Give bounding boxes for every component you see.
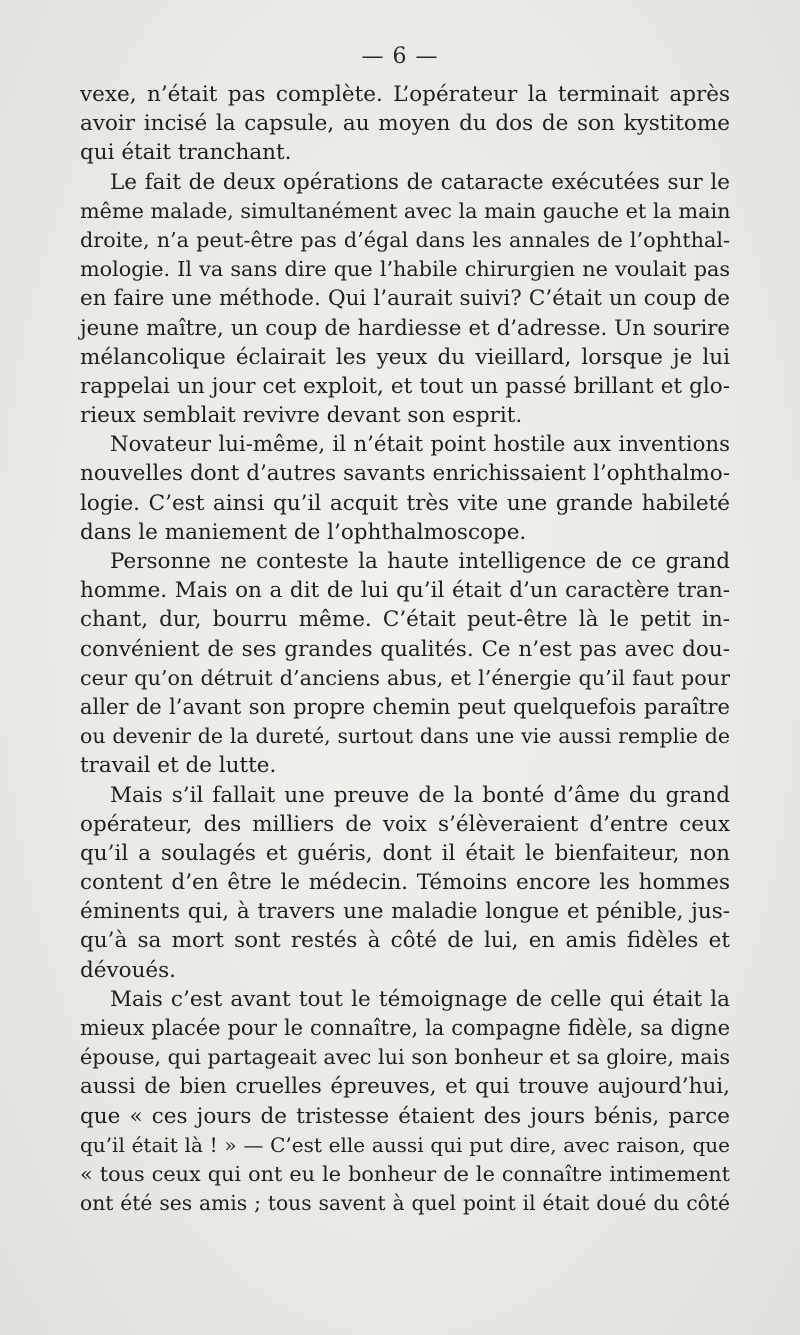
text-line: content d’en être le médecin. Témoins encore les hommes <box>80 870 730 896</box>
text-line: opérateur, des milliers de voix s’élèveraient d’entre ceux <box>80 811 730 837</box>
text-line: mieux placée pour le connaître, la compagne fidèle, sa digne <box>80 1016 730 1040</box>
text-line: chant, dur, bourru même. C’était peut-être là le petit in- <box>80 607 730 633</box>
text-line: qu’il était là ! » — C’est elle aussi qui put dire, avec raison, que <box>80 1132 730 1157</box>
text-line: dévoués. <box>80 957 177 983</box>
page-number: — 6 — <box>361 44 439 69</box>
text-line: ou devenir de la dureté, surtout dans une vie aussi remplie de <box>80 724 730 749</box>
text-line: qui était tranchant. <box>80 140 292 166</box>
text-line: que « ces jours de tristesse étaient des jours bénis, parce <box>80 1103 730 1129</box>
text-line: Mais c’est avant tout le témoignage de celle qui était la <box>110 986 730 1012</box>
text-line: même malade, simultanément avec la main gauche et la main <box>80 198 731 223</box>
text-line: rappelai un jour cet exploit, et tout un passé brillant et glo- <box>80 373 730 399</box>
text-line: logie. C’est ainsi qu’il acquit très vite une grande habileté <box>80 490 730 516</box>
text-line: éminents qui, à travers une maladie longue et pénible, jus- <box>80 899 730 925</box>
text-line: qu’il a soulagés et guéris, dont il était le bienfaiteur, non <box>80 840 730 866</box>
text-line: avoir incisé la capsule, au moyen du dos de son kystitome <box>80 111 730 137</box>
text-line: aussi de bien cruelles épreuves, et qui trouve aujourd’hui, <box>80 1074 730 1100</box>
text-line: homme. Mais on a dit de lui qu’il était d’un caractère tran- <box>80 578 730 604</box>
text-line: jeune maître, un coup de hardiesse et d’adresse. Un sourire <box>80 315 730 341</box>
text-line: ceur qu’on détruit d’anciens abus, et l’énergie qu’il faut pour <box>80 665 730 690</box>
text-line: ont été ses amis ; tous savent à quel point il était doué du côté <box>80 1191 730 1216</box>
text-line: rieux semblait revivre devant son esprit. <box>80 403 523 429</box>
text-line: épouse, qui partageait avec lui son bonheur et sa gloire, mais <box>80 1045 730 1070</box>
text-line: mélancolique éclairait les yeux du vieillard, lorsque je lui <box>80 344 730 370</box>
text-line: nouvelles dont d’autres savants enrichissaient l’ophthalmo- <box>80 461 730 487</box>
text-line: travail et de lutte. <box>80 753 277 779</box>
text-line: convénient de ses grandes qualités. Ce n’est pas avec dou- <box>80 636 730 662</box>
text-line: « tous ceux qui ont eu le bonheur de le connaître intimement <box>80 1161 730 1186</box>
text-line: Novateur lui-même, il n’était point hostile aux inventions <box>110 432 730 458</box>
text-line: aller de l’avant son propre chemin peut quelquefois paraître <box>80 694 730 719</box>
text-line: mologie. Il va sans dire que l’habile chirurgien ne voulait pas <box>80 257 730 282</box>
text-line: vexe, n’était pas complète. L’opérateur la terminait après <box>80 82 730 107</box>
text-line: Personne ne conteste la haute intelligence de ce grand <box>110 549 730 574</box>
text-line: Le fait de deux opérations de cataracte exécutées sur le <box>110 169 730 195</box>
text-line: en faire une méthode. Qui l’aurait suivi? C’était un coup de <box>80 286 730 312</box>
body-text <box>80 80 730 1218</box>
text-line: droite, n’a peut-être pas d’égal dans les annales de l’ophthal- <box>80 227 730 252</box>
text-line: Mais s’il fallait une preuve de la bonté d’âme du grand <box>110 782 730 808</box>
text-line: qu’à sa mort sont restés à côté de lui, en amis fidèles et <box>80 928 730 954</box>
text-line: dans le maniement de l’ophthalmoscope. <box>80 519 527 545</box>
